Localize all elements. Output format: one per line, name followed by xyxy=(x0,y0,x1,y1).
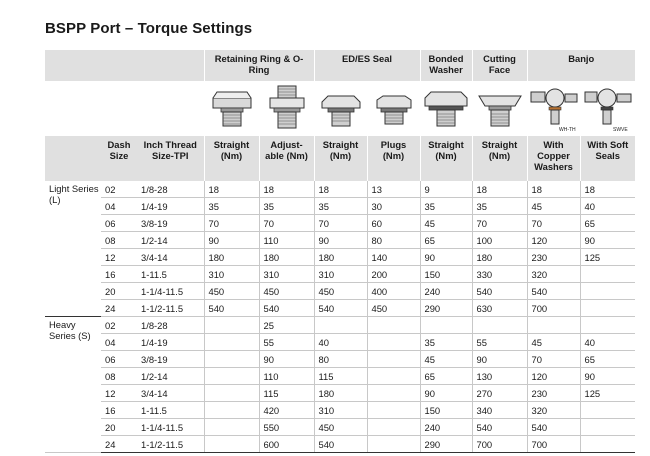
torque-cell: 80 xyxy=(314,351,367,368)
torque-cell: 110 xyxy=(259,232,314,249)
torque-cell: 450 xyxy=(367,300,420,317)
torque-cell: 400 xyxy=(367,283,420,300)
col-header-banjo-copper: With Copper Washers xyxy=(527,136,580,181)
torque-cell: 540 xyxy=(527,283,580,300)
torque-cell: 90 xyxy=(580,368,635,385)
table-row xyxy=(45,215,635,232)
dash-size-cell: 16 xyxy=(101,402,137,419)
torque-cell: 115 xyxy=(314,368,367,385)
table-row xyxy=(45,232,635,249)
table-row xyxy=(45,317,635,334)
table-row xyxy=(45,198,635,215)
torque-cell: 45 xyxy=(420,351,472,368)
torque-cell: 90 xyxy=(259,351,314,368)
series-label: Heavy Series (S) xyxy=(45,317,101,453)
torque-cell: 70 xyxy=(259,215,314,232)
torque-cell: 18 xyxy=(204,181,259,198)
thread-size-cell: 1/2-14 xyxy=(137,232,204,249)
torque-cell: 450 xyxy=(259,283,314,300)
torque-cell: 90 xyxy=(472,351,527,368)
torque-cell xyxy=(314,317,367,334)
retaining-ring-straight-icon xyxy=(207,84,257,134)
torque-cell: 35 xyxy=(472,198,527,215)
torque-cell: 450 xyxy=(204,283,259,300)
torque-cell xyxy=(367,402,420,419)
table-row xyxy=(45,402,635,419)
torque-cell: 18 xyxy=(472,181,527,198)
dash-size-cell: 24 xyxy=(101,436,137,453)
torque-cell: 35 xyxy=(204,198,259,215)
thread-size-cell: 3/4-14 xyxy=(137,249,204,266)
img-cell-8 xyxy=(580,81,635,136)
col-header-dash-size: Dash Size xyxy=(101,136,137,181)
torque-cell: 18 xyxy=(314,181,367,198)
group-header-retaining-ring: Retaining Ring & O-Ring xyxy=(204,50,314,81)
dash-size-cell: 02 xyxy=(101,181,137,198)
torque-cell: 115 xyxy=(259,385,314,402)
torque-cell: 340 xyxy=(472,402,527,419)
torque-cell xyxy=(204,368,259,385)
image-row-blank xyxy=(45,81,204,136)
torque-cell: 70 xyxy=(527,351,580,368)
table-row xyxy=(45,266,635,283)
torque-cell xyxy=(472,317,527,334)
torque-cell: 180 xyxy=(472,249,527,266)
table-row xyxy=(45,249,635,266)
ed-es-plug-icon xyxy=(369,84,419,134)
torque-cell: 540 xyxy=(314,300,367,317)
dash-size-cell: 16 xyxy=(101,266,137,283)
group-header-cutting-face: Cutting Face xyxy=(472,50,527,81)
dash-size-cell: 04 xyxy=(101,198,137,215)
table-row xyxy=(45,283,635,300)
torque-cell xyxy=(204,317,259,334)
dash-size-cell: 12 xyxy=(101,249,137,266)
torque-cell: 140 xyxy=(367,249,420,266)
dash-size-cell: 20 xyxy=(101,283,137,300)
torque-cell: 230 xyxy=(527,249,580,266)
torque-cell: 180 xyxy=(314,385,367,402)
thread-size-cell: 1/8-28 xyxy=(137,317,204,334)
torque-cell xyxy=(367,419,420,436)
col-header-thread-size: Inch Thread Size-TPI xyxy=(137,136,204,181)
page-title: BSPP Port – Torque Settings xyxy=(45,20,253,37)
col-header-cf-straight: Straight (Nm) xyxy=(472,136,527,181)
table-row xyxy=(45,181,635,198)
thread-size-cell: 1-1/2-11.5 xyxy=(137,436,204,453)
torque-cell: 120 xyxy=(527,368,580,385)
torque-cell xyxy=(367,334,420,351)
img-cell-3 xyxy=(314,81,367,136)
thread-size-cell: 1/8-28 xyxy=(137,181,204,198)
torque-cell xyxy=(367,368,420,385)
torque-cell: 90 xyxy=(420,249,472,266)
thread-size-cell: 3/8-19 xyxy=(137,351,204,368)
banjo-soft-seal-icon xyxy=(583,84,633,134)
col-header-rr-straight: Straight (Nm) xyxy=(204,136,259,181)
img-cell-4 xyxy=(367,81,420,136)
table-row xyxy=(45,385,635,402)
torque-cell: 40 xyxy=(580,334,635,351)
torque-cell: 70 xyxy=(204,215,259,232)
torque-cell: 9 xyxy=(420,181,472,198)
torque-cell: 65 xyxy=(420,368,472,385)
torque-cell: 310 xyxy=(314,402,367,419)
torque-cell xyxy=(580,266,635,283)
group-header-ed-es-seal: ED/ES Seal xyxy=(314,50,420,81)
torque-cell: 55 xyxy=(259,334,314,351)
torque-cell: 45 xyxy=(420,215,472,232)
torque-cell: 290 xyxy=(420,300,472,317)
torque-cell: 180 xyxy=(259,249,314,266)
thread-size-cell: 3/4-14 xyxy=(137,385,204,402)
torque-cell: 65 xyxy=(580,351,635,368)
torque-cell: 35 xyxy=(420,198,472,215)
torque-cell: 13 xyxy=(367,181,420,198)
img-cell-6 xyxy=(472,81,527,136)
img-cell-1 xyxy=(204,81,259,136)
torque-cell xyxy=(204,402,259,419)
torque-cell xyxy=(367,436,420,453)
col-header-rr-adjustable: Adjust-able (Nm) xyxy=(259,136,314,181)
torque-cell: 70 xyxy=(472,215,527,232)
torque-cell: 90 xyxy=(420,385,472,402)
table-row xyxy=(45,334,635,351)
torque-cell: 540 xyxy=(472,419,527,436)
torque-cell: 270 xyxy=(472,385,527,402)
dash-size-cell: 08 xyxy=(101,232,137,249)
torque-cell: 550 xyxy=(259,419,314,436)
thread-size-cell: 1-1/4-11.5 xyxy=(137,419,204,436)
torque-cell: 65 xyxy=(580,215,635,232)
dash-size-cell: 06 xyxy=(101,215,137,232)
torque-cell: 540 xyxy=(204,300,259,317)
thread-size-cell: 3/8-19 xyxy=(137,215,204,232)
torque-cell: 330 xyxy=(472,266,527,283)
bonded-washer-straight-icon xyxy=(421,84,471,134)
torque-cell xyxy=(580,300,635,317)
thread-size-cell: 1-11.5 xyxy=(137,266,204,283)
torque-cell xyxy=(580,283,635,300)
img-cell-2 xyxy=(259,81,314,136)
torque-cell: 540 xyxy=(472,283,527,300)
torque-cell xyxy=(204,419,259,436)
torque-cell: 200 xyxy=(367,266,420,283)
col-header-bw-straight: Straight (Nm) xyxy=(420,136,472,181)
img-cell-7 xyxy=(527,81,580,136)
torque-cell: 180 xyxy=(314,249,367,266)
torque-cell: 110 xyxy=(259,368,314,385)
torque-cell: 320 xyxy=(527,266,580,283)
torque-cell xyxy=(580,419,635,436)
torque-cell: 90 xyxy=(314,232,367,249)
torque-cell: 120 xyxy=(527,232,580,249)
torque-cell: 18 xyxy=(580,181,635,198)
torque-cell: 310 xyxy=(204,266,259,283)
dash-size-cell: 04 xyxy=(101,334,137,351)
torque-cell: 540 xyxy=(527,419,580,436)
torque-cell: 45 xyxy=(527,334,580,351)
torque-cell: 30 xyxy=(367,198,420,215)
torque-cell xyxy=(580,436,635,453)
torque-cell: 240 xyxy=(420,419,472,436)
torque-cell: 230 xyxy=(527,385,580,402)
torque-cell xyxy=(204,436,259,453)
torque-cell: 600 xyxy=(259,436,314,453)
dash-size-cell: 06 xyxy=(101,351,137,368)
torque-cell: 100 xyxy=(472,232,527,249)
banjo-copper-label: WH-TH xyxy=(558,126,576,133)
dash-size-cell: 12 xyxy=(101,385,137,402)
torque-cell: 45 xyxy=(527,198,580,215)
fitting-image-row xyxy=(45,81,635,136)
dash-size-cell: 08 xyxy=(101,368,137,385)
group-header-bonded-washer: Bonded Washer xyxy=(420,50,472,81)
torque-cell: 630 xyxy=(472,300,527,317)
thread-size-cell: 1-11.5 xyxy=(137,402,204,419)
torque-cell xyxy=(420,317,472,334)
thread-size-cell: 1-1/4-11.5 xyxy=(137,283,204,300)
torque-cell xyxy=(527,317,580,334)
torque-cell xyxy=(580,317,635,334)
torque-cell: 320 xyxy=(527,402,580,419)
torque-cell: 700 xyxy=(527,436,580,453)
torque-cell: 35 xyxy=(259,198,314,215)
torque-cell: 180 xyxy=(204,249,259,266)
torque-cell: 40 xyxy=(314,334,367,351)
torque-cell: 90 xyxy=(204,232,259,249)
group-header-banjo: Banjo xyxy=(527,50,635,81)
table-row xyxy=(45,351,635,368)
col-header-ed-plugs: Plugs (Nm) xyxy=(367,136,420,181)
torque-cell xyxy=(204,334,259,351)
torque-cell xyxy=(367,351,420,368)
torque-cell: 310 xyxy=(259,266,314,283)
group-header-blank xyxy=(45,50,204,81)
torque-cell: 60 xyxy=(367,215,420,232)
table-row xyxy=(45,300,635,317)
torque-cell: 130 xyxy=(472,368,527,385)
torque-cell: 35 xyxy=(420,334,472,351)
torque-cell: 700 xyxy=(527,300,580,317)
torque-cell: 125 xyxy=(580,249,635,266)
torque-cell: 420 xyxy=(259,402,314,419)
table-row xyxy=(45,368,635,385)
dash-size-cell: 24 xyxy=(101,300,137,317)
torque-cell: 70 xyxy=(527,215,580,232)
ed-es-straight-icon xyxy=(316,84,366,134)
retaining-ring-adjustable-icon xyxy=(262,84,312,134)
thread-size-cell: 1-1/2-11.5 xyxy=(137,300,204,317)
dash-size-cell: 20 xyxy=(101,419,137,436)
table-row xyxy=(45,419,635,436)
thread-size-cell: 1/4-19 xyxy=(137,334,204,351)
torque-cell xyxy=(580,402,635,419)
cutting-face-straight-icon xyxy=(475,84,525,134)
torque-cell: 40 xyxy=(580,198,635,215)
torque-cell: 18 xyxy=(259,181,314,198)
torque-cell: 125 xyxy=(580,385,635,402)
dash-size-cell: 02 xyxy=(101,317,137,334)
torque-cell: 90 xyxy=(580,232,635,249)
torque-cell: 150 xyxy=(420,266,472,283)
torque-cell xyxy=(204,385,259,402)
torque-cell: 25 xyxy=(259,317,314,334)
torque-cell: 35 xyxy=(314,198,367,215)
torque-cell: 65 xyxy=(420,232,472,249)
torque-cell: 80 xyxy=(367,232,420,249)
thread-size-cell: 1/4-19 xyxy=(137,198,204,215)
series-label: Light Series (L) xyxy=(49,183,99,205)
column-header-row xyxy=(45,136,635,181)
torque-cell: 150 xyxy=(420,402,472,419)
torque-cell: 700 xyxy=(472,436,527,453)
torque-cell: 70 xyxy=(314,215,367,232)
group-header-row xyxy=(45,50,635,81)
torque-cell: 240 xyxy=(420,283,472,300)
torque-cell xyxy=(204,351,259,368)
torque-cell: 540 xyxy=(314,436,367,453)
torque-cell: 290 xyxy=(420,436,472,453)
torque-cell: 310 xyxy=(314,266,367,283)
table-row xyxy=(45,436,635,453)
thread-size-cell: 1/2-14 xyxy=(137,368,204,385)
torque-cell: 540 xyxy=(259,300,314,317)
torque-cell: 450 xyxy=(314,283,367,300)
torque-cell xyxy=(367,317,420,334)
col-header-ed-straight: Straight (Nm) xyxy=(314,136,367,181)
torque-cell: 55 xyxy=(472,334,527,351)
banjo-soft-seal-label: SWVE xyxy=(612,126,628,133)
torque-cell xyxy=(367,385,420,402)
torque-cell: 450 xyxy=(314,419,367,436)
banjo-copper-icon xyxy=(529,84,579,134)
column-header-blank xyxy=(45,136,101,181)
col-header-banjo-soft: With Soft Seals xyxy=(580,136,635,181)
torque-table xyxy=(45,50,635,453)
torque-cell: 18 xyxy=(527,181,580,198)
img-cell-5 xyxy=(420,81,472,136)
